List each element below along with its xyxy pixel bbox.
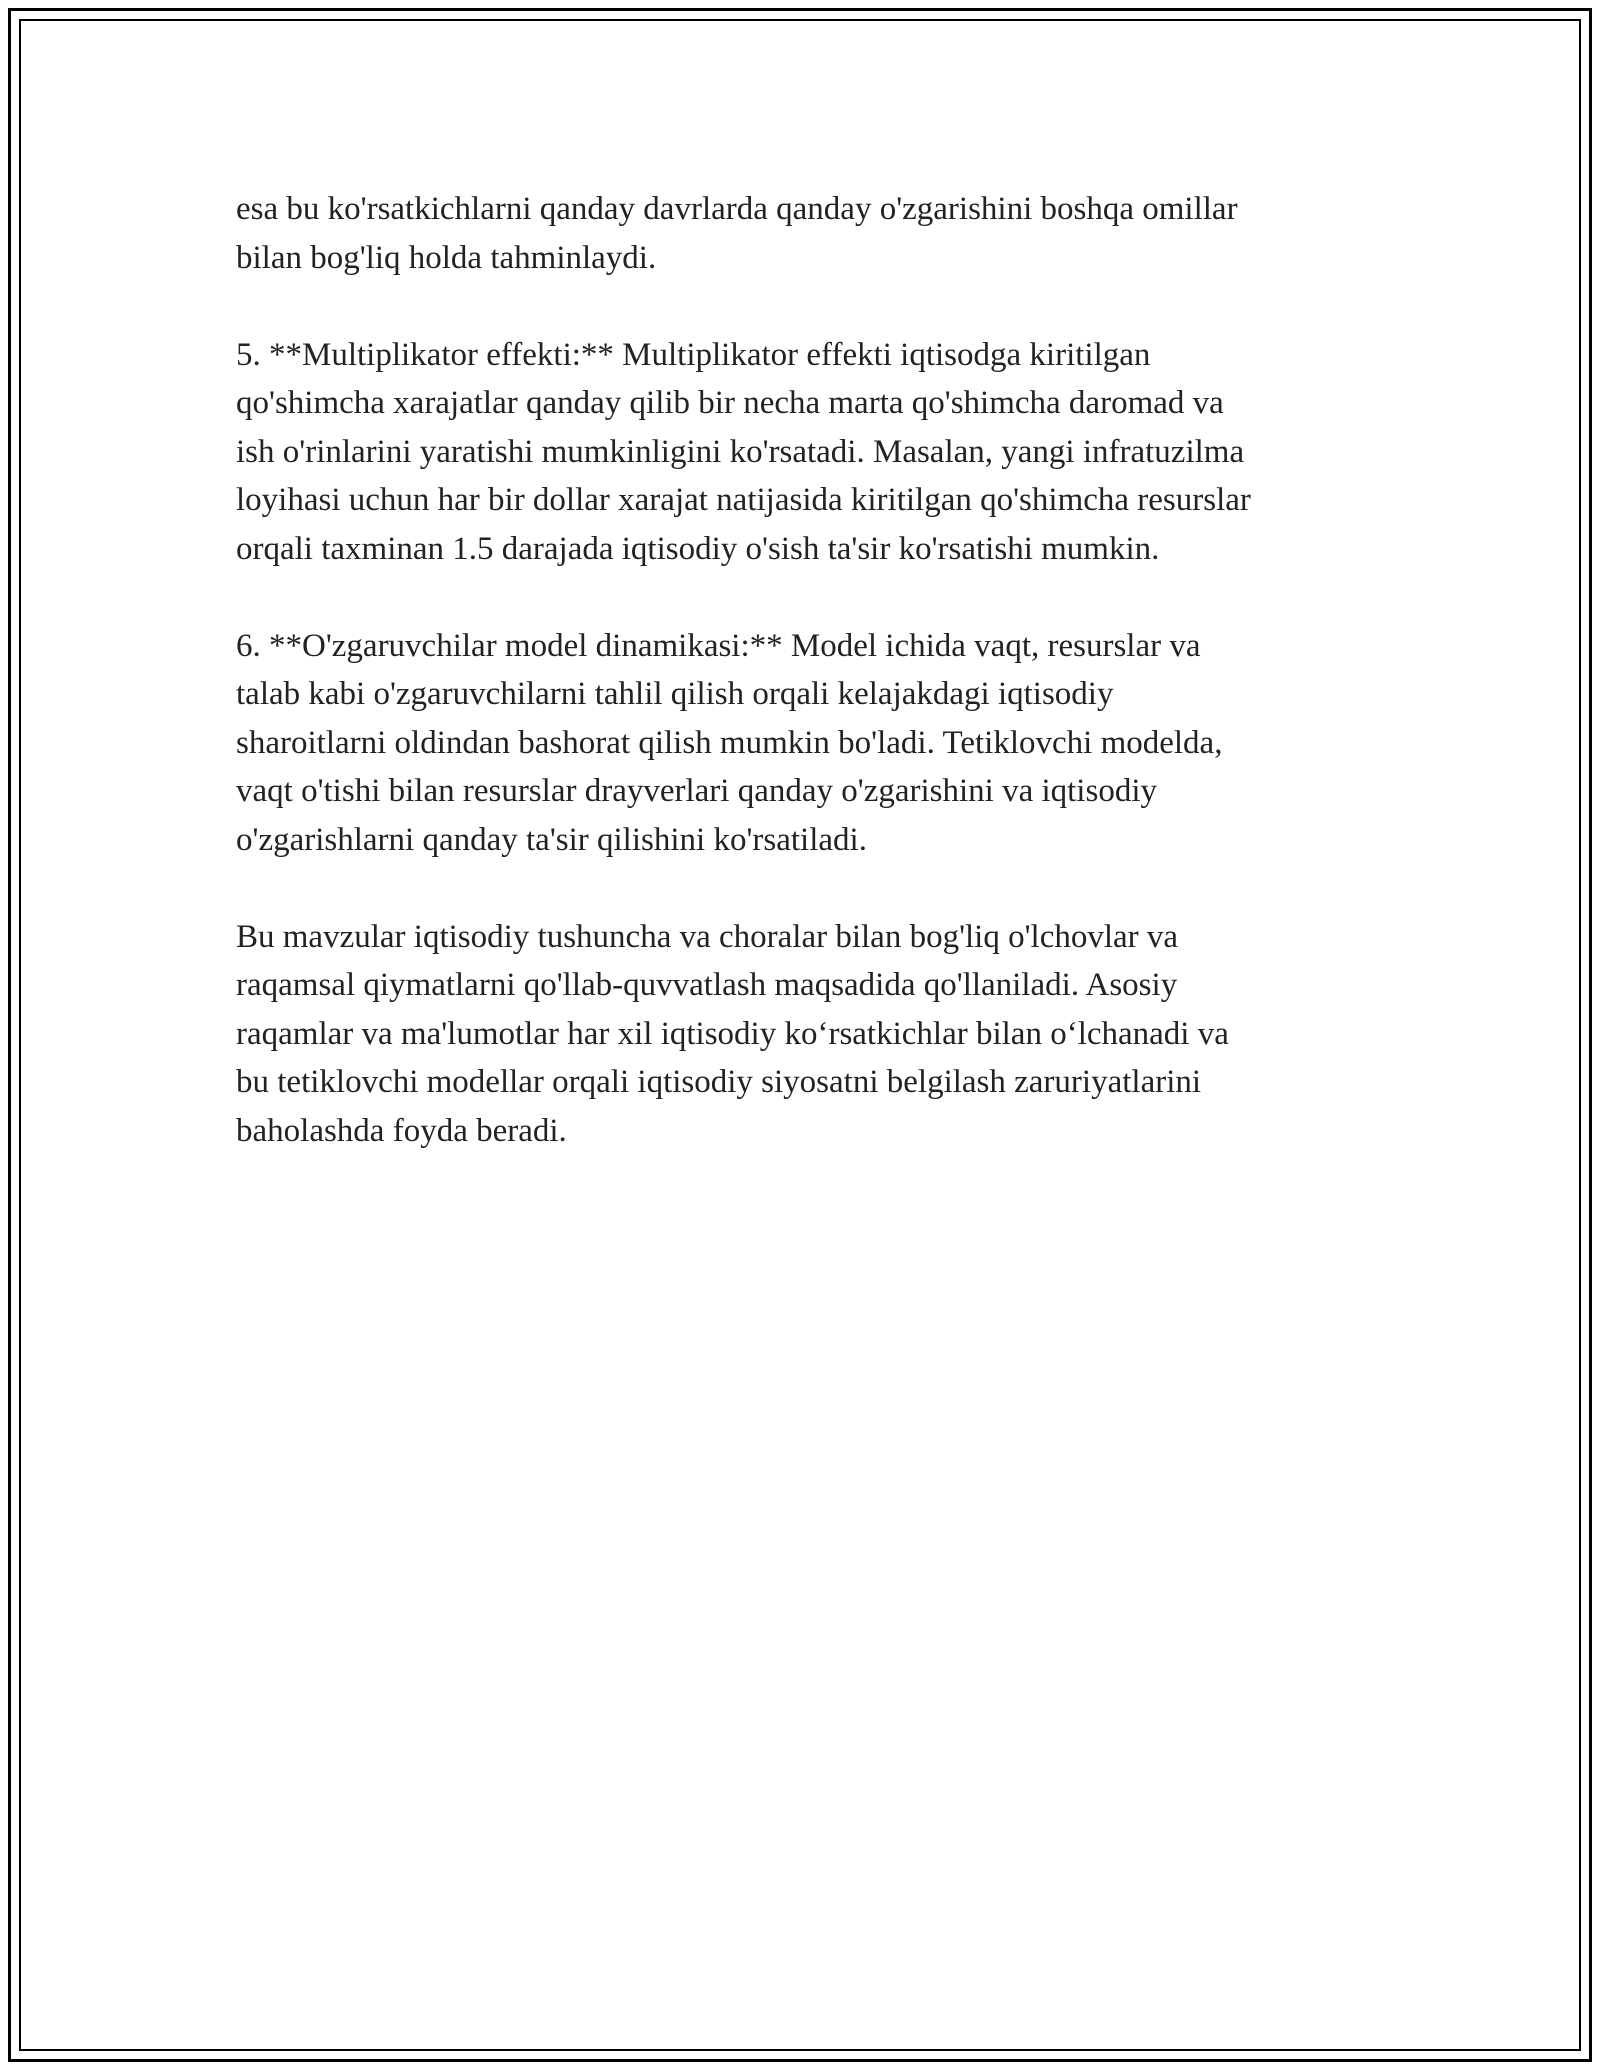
paragraph-variable-dynamics: 6. **O'zgaruvchilar model dinamikasi:** Model ichida vaqt, resurslar va talab kabi o'zgaruvchilarni tahlil qilish orqali kelajakdagi iqtisodiy sharoitlarni oldindan bashorat qilish mumkin bo'ladi. Tetiklovchi modelda, vaqt o'tishi bilan resurslar drayverlari qanday o'zgarishini va iqtisodiy o'zgarishlarni qanday ta'sir qilishini ko'rsatiladi.: [236, 627, 1223, 858]
paragraph-multiplier-effect: 5. **Multiplikator effekti:** Multiplikator effekti iqtisodga kiritilgan qo'shimcha xarajatlar qanday qilib bir necha marta qo'shimcha daromad va ish o'rinlarini yaratishi mumkinligini ko'rsatadi. Masalan, yangi infratuzilma loyihasi uchun har bir dollar xarajat natijasida kiritilgan qo'shimcha resurslar orqali taxminan 1.5 darajada iqtisodiy o'sish ta'sir ko'rsatishi mumkin.: [236, 336, 1251, 567]
paragraph-conclusion: Bu mavzular iqtisodiy tushuncha va choralar bilan bog'liq o'lchovlar va raqamsal qiymatlarni qo'llab-quvvatlash maqsadida qo'llaniladi. Asosiy raqamlar va ma'lumotlar har xil iqtisodiy ko‘rsatkichlar bilan o‘lchanadi va bu tetiklovchi modellar orqali iqtisodiy siyosatni belgilash zaruriyatlarini baholashda foyda beradi.: [236, 918, 1229, 1149]
paragraph-continuation: esa bu ko'rsatkichlarni qanday davrlarda qanday o'zgarishini boshqa omillar bilan bog'liq holda tahminlaydi.: [236, 191, 1238, 276]
document-body: [236, 185, 1381, 1204]
